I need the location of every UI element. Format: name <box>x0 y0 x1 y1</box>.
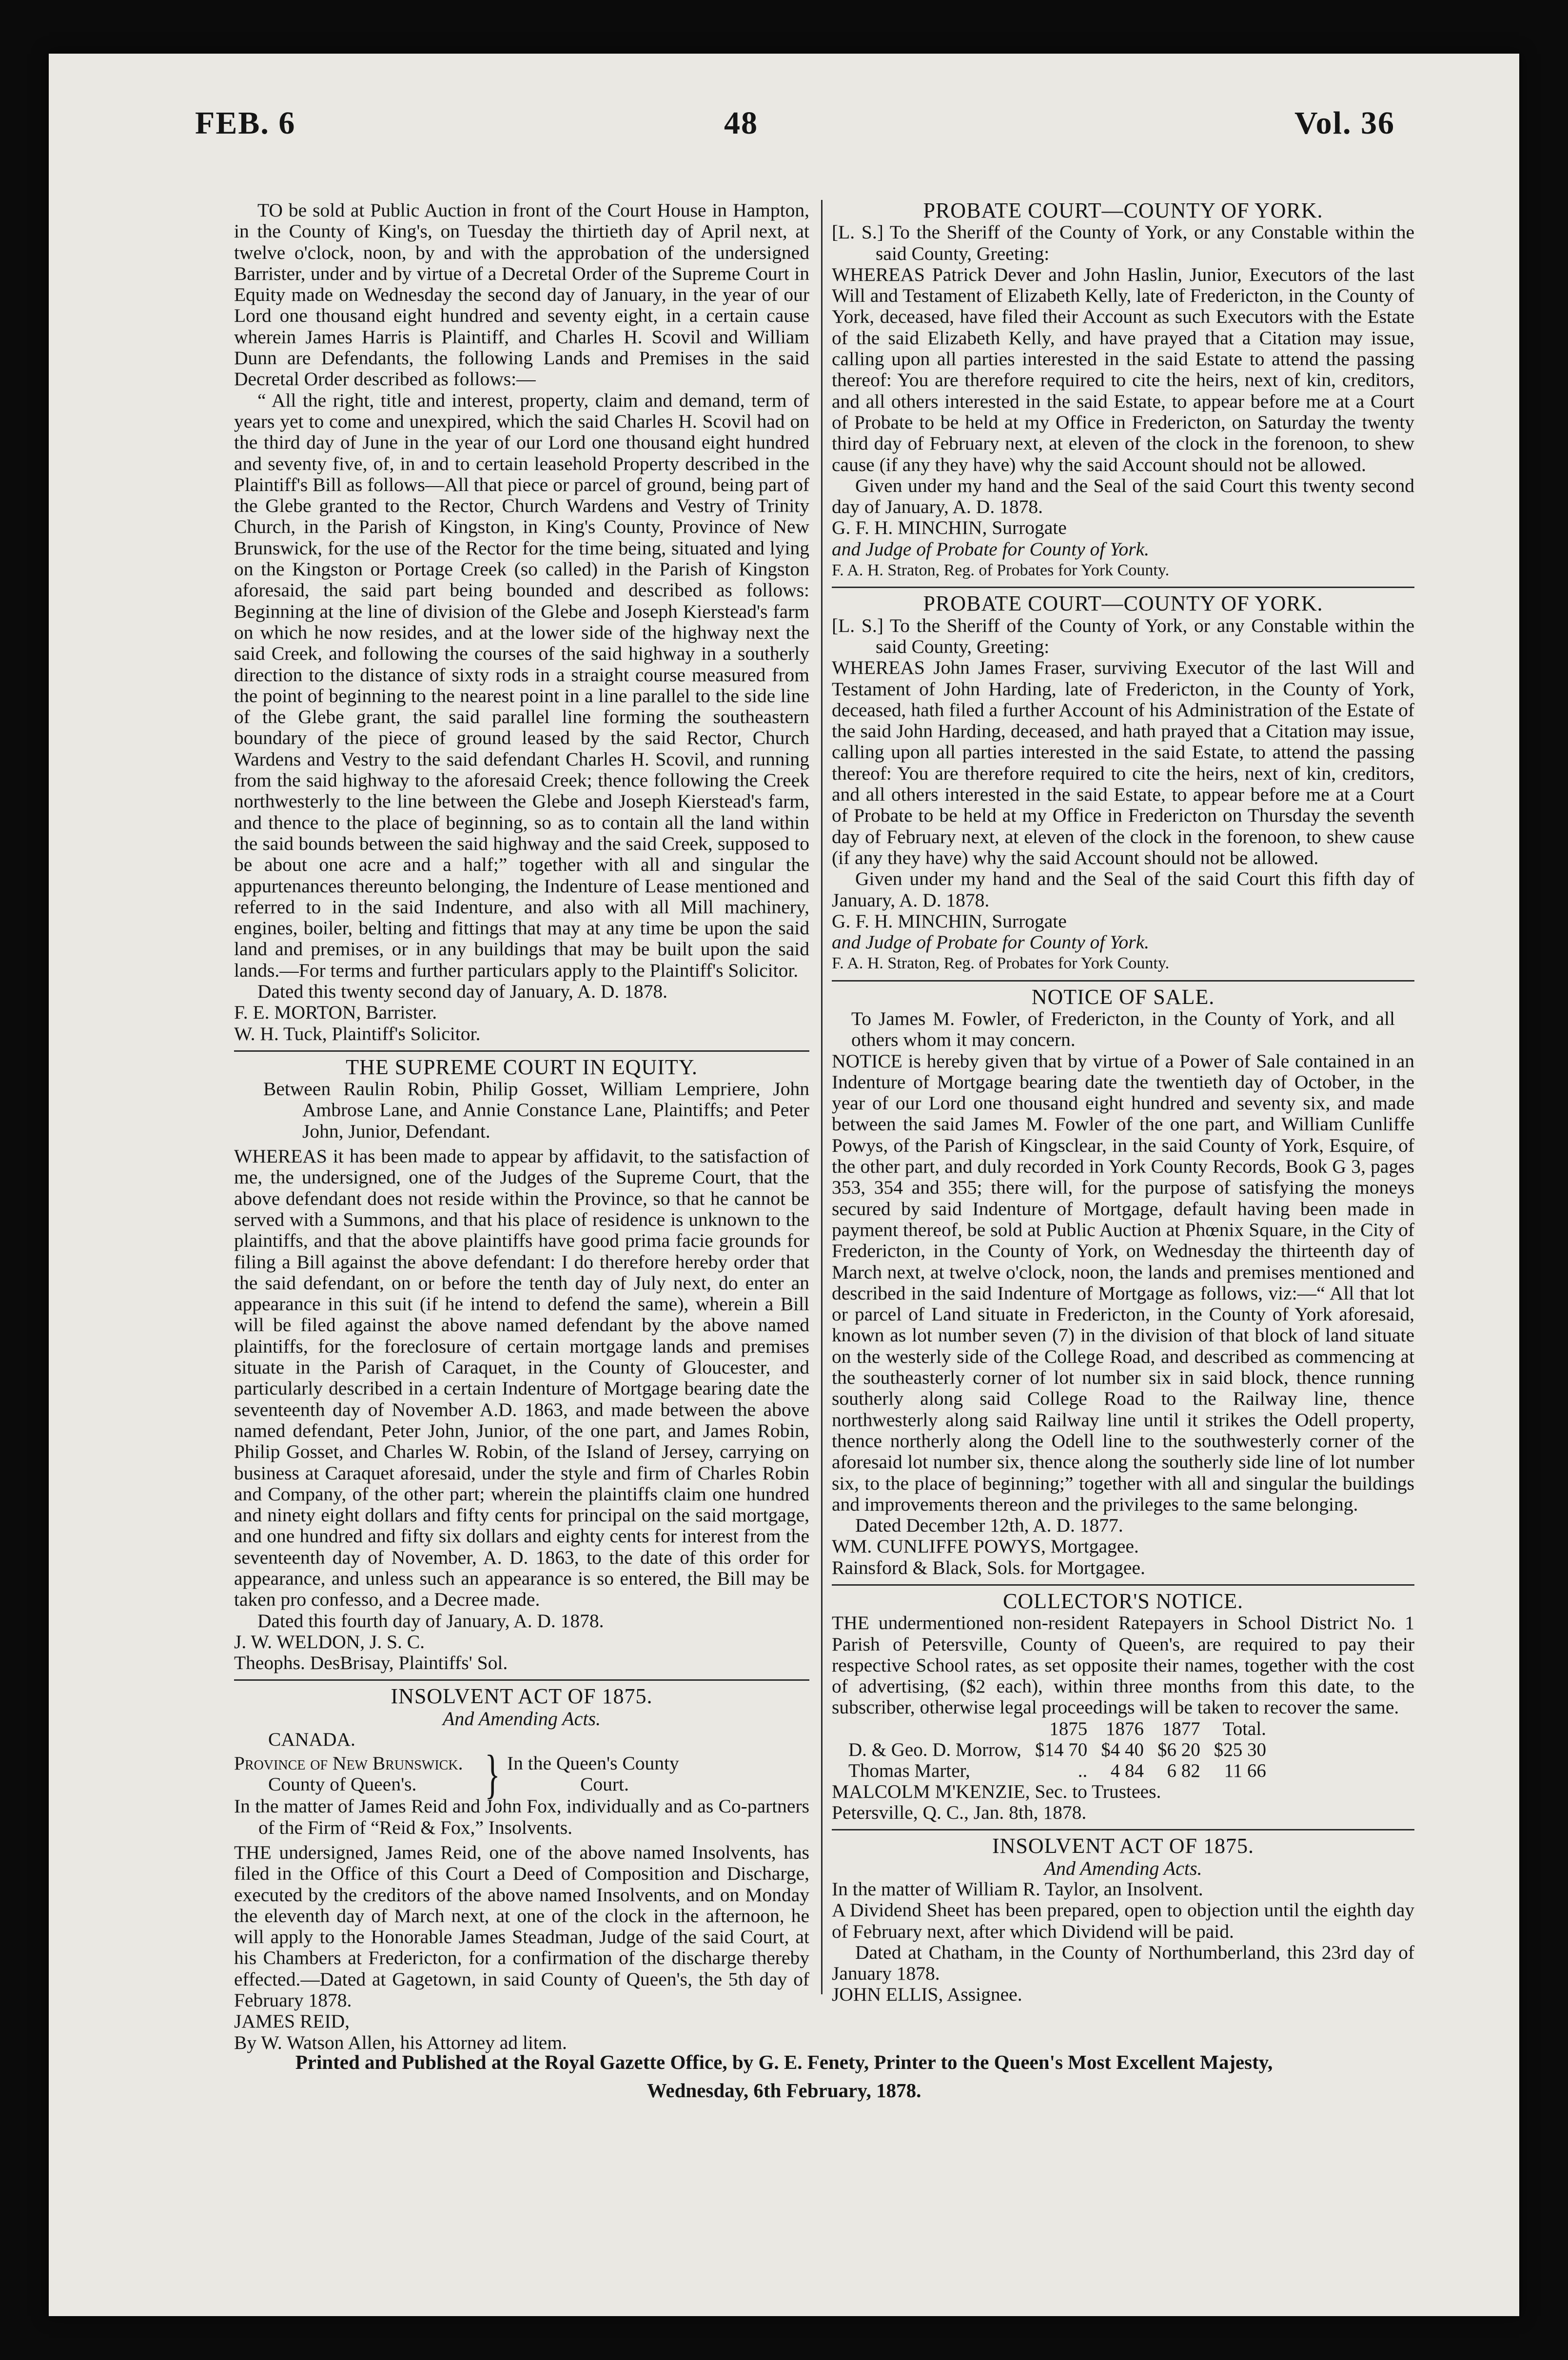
insolvent-signer: JAMES REID, <box>234 2010 350 2032</box>
imprint-footer <box>0 2048 1568 2104</box>
rate-1877: 6 82 <box>1167 1760 1200 1781</box>
rate-1875: .. <box>1078 1760 1088 1781</box>
insolvent2-dated: Dated at Chatham, in the County of Northumberland, this 23rd day of January 1878. <box>832 1941 1414 1985</box>
auction-paragraph-1: TO be sold at Public Auction in front of the Court House in Hampton, in the County of King's, on Tuesday the thirtieth day of April next, at twelve o'clock, noon, by and with the approbation of the undersigned Barrister, under and by virtue of a Decretal Order of the Supreme Court in Equity made on Wednesday the second day of January, in the year of our Lord one thousand eight hundred and seventy eight, in a certain cause wherein James Harris is Plaintiff, and Charles H. Scovil and William Dunn are Defendants, the following Lands and Premises in the said Decretal Order described as follows:— <box>234 199 809 390</box>
rate-1876: $4 40 <box>1101 1739 1144 1760</box>
insolvent-heading: INSOLVENT ACT OF 1875. <box>391 1684 653 1709</box>
equity-heading: THE SUPREME COURT IN EQUITY. <box>346 1055 698 1079</box>
insolvent-subheading: And Amending Acts. <box>442 1707 601 1730</box>
column-divider <box>821 200 823 1994</box>
probate1-signer: G. F. H. MINCHIN, Surrogate <box>832 517 1067 539</box>
equity-notice <box>234 1057 809 1674</box>
probate2-body: WHEREAS John James Fraser, surviving Executor of the last Will and Testament of John Harding, late of Fredericton, in the County of York, deceased, hath filed a further Account of his Administration of the Estate of the said John Harding, deceased, and hath prayed that a Citation may issue, calling upon all parties interested in the said Estate, to attend the passing thereof: You are therefore required to cite the heirs, next of kin, creditors, and all others interested in the said Estate, to appear before me at a Court of Probate to be held at my Office in Fredericton on Thursday the seventh day of February next, at eleven of the clock in the forenoon, to shew cause (if any they have) why the said Account should not be allowed. <box>832 657 1414 868</box>
equity-signer: J. W. WELDON, J. S. C. <box>234 1631 425 1652</box>
collector-place-date: Petersville, Q. C., Jan. 8th, 1878. <box>832 1802 1087 1824</box>
insolvent-matter: In the matter of James Reid and John Fox, individually and as Co-partners of the Firm of “Reid & Fox,” Insolvents. <box>234 1795 809 1838</box>
sale-dated: Dated December 12th, A. D. 1877. <box>855 1514 1123 1536</box>
collectors-notice <box>832 1591 1414 1823</box>
court-block <box>507 1753 809 1795</box>
probate1-registrar: F. A. H. Straton, Reg. of Probates for York County. <box>832 561 1170 580</box>
table-row <box>842 1760 1273 1781</box>
insolvent-body: THE undersigned, James Reid, one of the above named Insolvents, has filed in the Office of this Court a Deed of Composition and Discharge, executed by the creditors of the above named Insolvents, and on Monday the eleventh day of March next, at one of the clock in the afternoon, he will apply to the Honorable James Steadman, Judge of the said Court, at his Chambers at Fredericton, for a confirmation of the discharge thereby effected.—Dated at Gagetown, in said County of Queen's, the 5th day of February 1878. <box>234 1841 809 2011</box>
province-label: Province of New Brunswick. <box>234 1752 463 1774</box>
page-number: 48 <box>724 105 758 141</box>
notice-of-sale <box>832 986 1414 1578</box>
volume-number: Vol. 36 <box>1294 105 1395 141</box>
probate1-heading: PROBATE COURT—COUNTY OF YORK. <box>923 198 1323 222</box>
insolvent2-signer: JOHN ELLIS, Assignee. <box>832 1984 1022 2006</box>
probate2-given: Given under my hand and the Seal of the said Court this fifth day of January, A. D. 1878. <box>832 868 1414 911</box>
sale-heading: NOTICE OF SALE. <box>1031 984 1215 1009</box>
brace-glyph: } <box>485 1744 500 1804</box>
ratepayer-name: Thomas Marter, <box>848 1760 970 1781</box>
probate2-heading: PROBATE COURT—COUNTY OF YORK. <box>923 591 1323 616</box>
rates-col-header <box>842 1718 1028 1739</box>
sale-signer: WM. CUNLIFFE POWYS, Mortgagee. <box>832 1535 1139 1557</box>
section-rule <box>832 587 1414 588</box>
rates-col-header: 1877 <box>1162 1718 1200 1739</box>
insolvent-attorney: By W. Watson Allen, his Attorney ad litem. <box>234 2031 567 2053</box>
insolvent2-subheading: And Amending Acts. <box>1044 1857 1202 1879</box>
sale-address: To James M. Fowler, of Fredericton, in the County of York, and all others whom it may concern. <box>851 1007 1395 1051</box>
imprint-line-1: Printed and Published at the Royal Gazette Office, by G. E. Fenety, Printer to the Queen's Most Excellent Majesty, <box>295 2051 1273 2073</box>
left-column <box>234 200 809 2053</box>
auction-paragraph-2: “ All the right, title and interest, property, claim and demand, term of years yet to come and unexpired, which the said Charles H. Scovil had on the third day of June in the year of our Lord one thousand eight hundred and seventy five, of, in and to certain leasehold Property described in the Plaintiff's Bill as follows—All that piece or parcel of ground, being part of the Glebe granted to the Rector, Church Wardens and Vestry of Trinity Church, in the Parish of Kingston, in King's County, Province of New Brunswick, for the use of the Rector for the time being, situated and lying on the Kingston or Portage Creek (so called) in the Parish of Kingston aforesaid, the said part being bounded and described as follows: Beginning at the line of division of the Glebe and Joseph Kierstead's farm on which he now resides, and at the lower side of the highway next the said Creek, and following the courses of the said highway in a southerly direction to the distance of sixty rods in a straight course measured from the point of beginning to the nearest point in a line parallel to the side line of the Glebe grant, the said parallel line forming the southeastern boundary of the piece of ground leased by the said Rector, Church Wardens and Vestry to the said defendant Charles H. Scovil, and running from the said highway to the aforesaid Creek; thence following the Creek northwesterly to the line between the Glebe and Joseph Kierstead's farm, and thence to the place of beginning, so as to contain all the land within the said bounds between the said highway and the said Creek, supposed to be about one acre and a half;” together with all and singular the appurtenances thereunto belonging, the Indenture of Lease mentioned and referred to in the said Indenture, and also with all Mill machinery, engines, boiler, belting and fittings that may at any time be upon the said land and premises, or in any buildings that may be built upon the said lands.—For terms and further particulars apply to the Plaintiff's Solicitor. <box>234 389 809 981</box>
rates-table <box>842 1718 1273 1781</box>
collector-signer: MALCOLM M'KENZIE, Sec. to Trustees. <box>832 1780 1161 1802</box>
section-rule <box>832 1829 1414 1830</box>
canada-label: CANADA. <box>268 1729 355 1750</box>
equity-parties: Between Raulin Robin, Philip Gosset, William Lempriere, John Ambrose Lane, and Annie Constance Lane, Plaintiffs; and Peter John, Junior, Defendant. <box>263 1078 809 1142</box>
running-header <box>0 105 1568 158</box>
rates-col-header: 1876 <box>1105 1718 1144 1739</box>
insolvent2-heading: INSOLVENT ACT OF 1875. <box>992 1834 1254 1858</box>
table-row <box>842 1739 1273 1760</box>
probate-notice-2 <box>832 593 1414 974</box>
probate1-address: [L. S.] To the Sheriff of the County of York, or any Constable within the said County, Greeting: <box>832 221 1414 264</box>
equity-body: WHEREAS it has been made to appear by affidavit, to the satisfaction of me, the undersigned, one of the Judges of the Supreme Court, that the above defendant does not reside within the Province, so that he cannot be served with a Summons, and that his place of residence is unknown to the plaintiffs, and that the above plaintiffs have good prima facie grounds for filing a Bill against the above defendant: I do therefore hereby order that the said defendant, on or before the tenth day of July next, do enter an appearance in this suit (if he intend to defend the same), wherein a Bill will be filed against the above named defendant by the above named plaintiffs, for the foreclosure of certain mortgage lands and premises situate in the Parish of Caraquet, in the County of Gloucester, and particularly described in a certain Indenture of Mortgage bearing date the seventeenth day of November A.D. 1863, and made between the above named defendant, Peter John, Junior, of the one part, and James Robin, Philip Gosset, and Charles W. Robin, of the Island of Jersey, carrying on business at Caraquet aforesaid, under the style and firm of Charles Robin and Company, of the other part; wherein the plaintiffs claim one hundred and ninety eight dollars and fifty cents for principal on the said mortgage, and one hundred and fifty six dollars and eighty cents for interest from the seventeenth day of November, A. D. 1863, to the date of this order for appearance, and unless such an appearance is so entered, the Bill may be taken pro confesso, and a Decree made. <box>234 1145 809 1611</box>
probate-notice-1 <box>832 200 1414 581</box>
insolvent-notice-reid <box>234 1686 809 2053</box>
probate2-registrar: F. A. H. Straton, Reg. of Probates for York County. <box>832 954 1170 973</box>
auction-signer: F. E. MORTON, Barrister. <box>234 1002 437 1023</box>
probate2-signer-title: and Judge of Probate for County of York. <box>832 931 1149 953</box>
sale-body: NOTICE is hereby given that by virtue of a Power of Sale contained in an Indenture of Mortgage bearing date the twentieth day of October, in the year of our Lord one thousand eight hundred and seventy six, and made between the said James M. Fowler of the one part, and William Cunliffe Powys, of the Parish of Kingsclear, in the said County of York, Esquire, of the other part, and duly recorded in York County Records, Book G 3, pages 353, 354 and 355; there will, for the purpose of satisfying the moneys secured by said Indenture of Mortgage, default having been made in payment thereof, be sold at Public Auction at Phœnix Square, in the City of Fredericton, in the County of York, on Wednesday the thirteenth day of March next, at twelve o'clock, noon, the lands and premises mentioned and described in the said Indenture of Mortgage as follows, viz:—“ All that lot or parcel of Land situate in Fredericton, in the County of York aforesaid, known as lot number seven (7) in the division of that block of land situate on the westerly side of the College Road, and described as commencing at the southeasterly corner of lot number six in said block, thence running southerly along said College Road to the Railway line, thence northwesterly along said Railway line until it strikes the Odell property, thence northerly along the Odell line to the southwesterly corner of the aforesaid lot number six, thence along the southerly side line of lot number six, to the place of beginning;” together with all and singular the buildings and improvements thereon and the privileges to the same belonging. <box>832 1050 1414 1515</box>
rate-1877: $6 20 <box>1157 1739 1200 1760</box>
rate-total: 11 66 <box>1224 1760 1266 1781</box>
probate1-given: Given under my hand and the Seal of the said Court this twenty second day of January, A. D. 1878. <box>832 474 1414 518</box>
ratepayer-name: D. & Geo. D. Morrow, <box>848 1739 1021 1760</box>
collector-body: THE undermentioned non-resident Ratepayers in School District No. 1 Parish of Petersville, County of Queen's, are required to pay their respective School rates, as set opposite their names, together with the cost of advertising, ($2 each), within three months from this date, to the subscriber, otherwise legal proceedings will be taken to recover the same. <box>832 1612 1414 1718</box>
court-line-2: Court. <box>580 1773 629 1795</box>
rates-col-header: 1875 <box>1049 1718 1088 1739</box>
insolvent-notice-taylor <box>832 1835 1414 2005</box>
section-rule <box>832 980 1414 982</box>
section-rule <box>832 1584 1414 1586</box>
section-rule <box>234 1679 809 1681</box>
province-block <box>234 1753 478 1795</box>
auction-notice <box>234 200 809 1044</box>
insolvent2-matter: In the matter of William R. Taylor, an Insolvent. <box>832 1878 1203 1900</box>
probate1-signer-title: and Judge of Probate for County of York. <box>832 538 1149 560</box>
insolvent2-body: A Dividend Sheet has been prepared, open to objection until the eighth day of February next, after which Dividend will be paid. <box>832 1899 1414 1942</box>
imprint-line-2: Wednesday, 6th February, 1878. <box>647 2079 921 2102</box>
equity-dated: Dated this fourth day of January, A. D. 1878. <box>257 1610 604 1632</box>
court-line-1: In the Queen's County <box>507 1752 679 1774</box>
sale-solicitors: Rainsford & Black, Sols. for Mortgagee. <box>832 1556 1145 1578</box>
issue-date: FEB. 6 <box>195 105 296 141</box>
right-column <box>832 200 1414 2006</box>
rates-col-header: Total. <box>1222 1718 1266 1739</box>
collector-heading: COLLECTOR'S NOTICE. <box>1002 1589 1243 1613</box>
probate2-address: [L. S.] To the Sheriff of the County of York, or any Constable within the said County, Greeting: <box>832 614 1414 657</box>
court-caption <box>234 1744 809 1804</box>
rate-1875: $14 70 <box>1035 1739 1088 1760</box>
probate2-signer: G. F. H. MINCHIN, Surrogate <box>832 910 1067 932</box>
equity-solicitor: Theophs. DesBrisay, Plaintiffs' Sol. <box>234 1652 508 1674</box>
rates-header-row <box>842 1718 1273 1739</box>
section-rule <box>234 1050 809 1052</box>
auction-solicitor: W. H. Tuck, Plaintiff's Solicitor. <box>234 1023 481 1044</box>
auction-dated: Dated this twenty second day of January, A. D. 1878. <box>257 980 668 1002</box>
probate1-body: WHEREAS Patrick Dever and John Haslin, Junior, Executors of the last Will and Testament of Elizabeth Kelly, late of Fredericton, in the County of York, deceased, have filed their Account as such Executors with the Estate of the said Elizabeth Kelly, and have prayed that a Citation may issue, calling upon all parties interested in the said Estate to attend the passing thereof: You are therefore required to cite the heirs, next of kin, creditors, and all others interested in the said Estate, to appear before me at a Court of Probate to be held at my Office in Fredericton, on Saturday the twenty third day of February next, at eleven of the clock in the forenoon, to shew cause (if any they have) why the said Account should not be allowed. <box>832 263 1414 475</box>
county-label: County of Queen's. <box>268 1773 417 1795</box>
rate-1876: 4 84 <box>1110 1760 1144 1781</box>
rate-total: $25 30 <box>1214 1739 1266 1760</box>
